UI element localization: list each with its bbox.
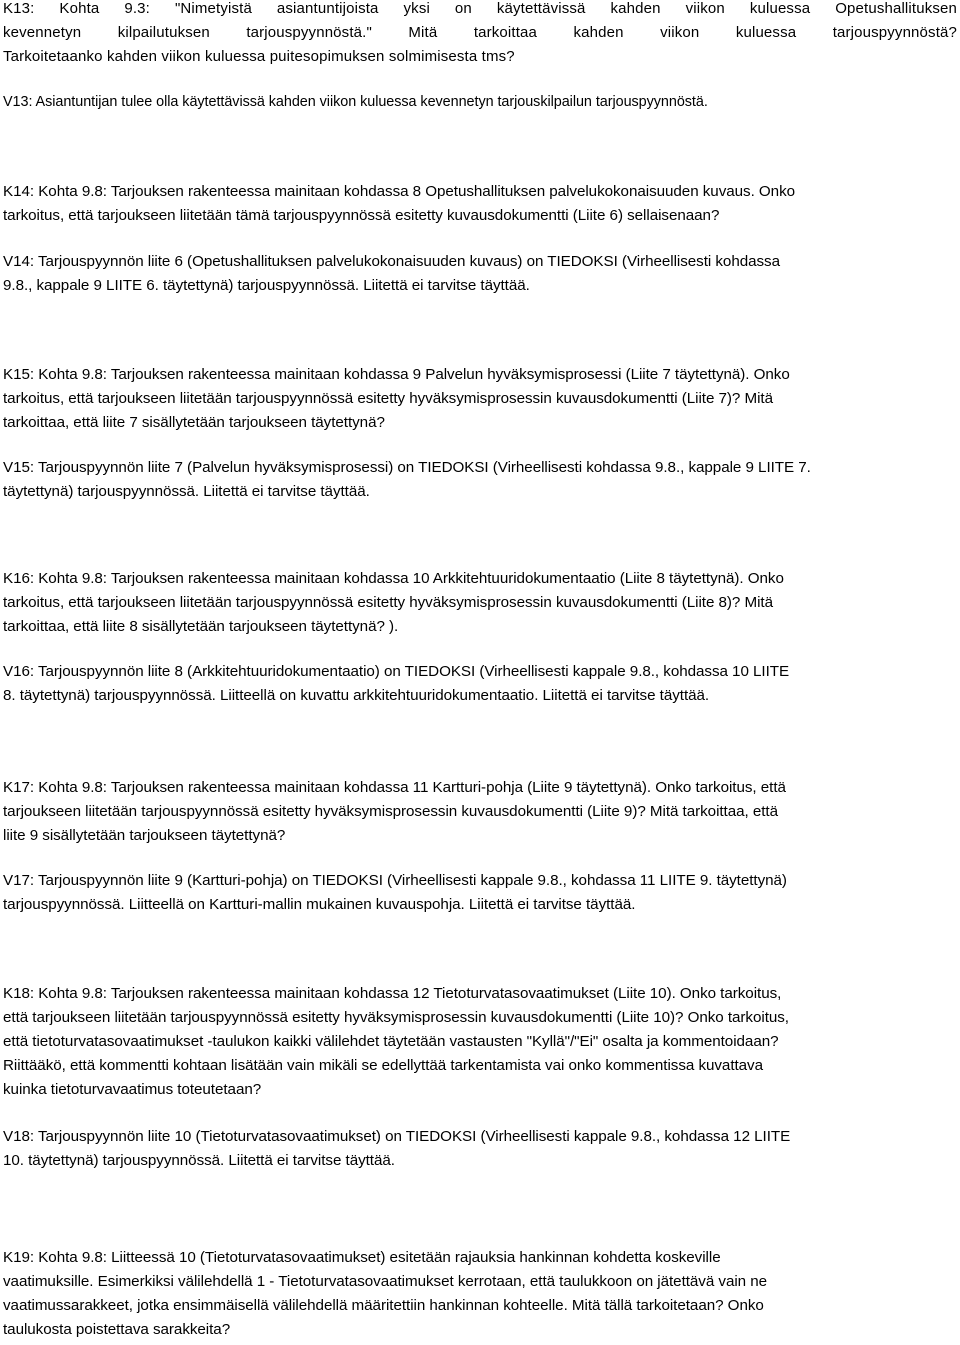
answer-v15-line-2: täytettynä) tarjouspyynnössä. Liitettä ei tarvitse täyttää. [3,483,370,500]
answer-v18 [3,1125,957,1173]
question-k19-line-1: K19: Kohta 9.8: Liitteessä 10 (Tietoturvatasovaatimukset) esitetään rajauksia hankinnan kohdetta koskeville [3,1249,721,1266]
question-k14-line-2: tarkoitus, että tarjoukseen liitetään tämä tarjouspyynnössä esitetty kuvausdokumentti (Liite 6) sellaisenaan? [3,207,720,224]
answer-v16-line-2: 8. täytettynä) tarjouspyynnössä. Liitteellä on kuvattu arkkitehtuuridokumentaatio. Liitettä ei tarvitse täyttää. [3,687,710,704]
question-k16-line-3: tarkoittaa, että liite 8 sisällytetään tarjoukseen täytettynä? ). [3,618,399,635]
answer-v16-line-1: V16: Tarjouspyynnön liite 8 (Arkkitehtuuridokumentaatio) on TIEDOKSI (Virheellisesti kappale 9.8., kohdassa 10 LIITE [3,663,790,680]
question-k13 [3,0,957,69]
answer-v18-line-1: V18: Tarjouspyynnön liite 10 (Tietoturvatasovaatimukset) on TIEDOKSI (Virheellisesti kappale 9.8., kohdassa 12 LIITE [3,1128,791,1145]
answer-v14-line-2: 9.8., kappale 9 LIITE 6. täytettynä) tarjouspyynnössä. Liitettä ei tarvitse täyttää. [3,277,530,294]
answer-v14 [3,250,957,298]
question-k19-line-3: vaatimussarakkeet, jotka ensimmäisellä välilehdellä määritettiin hankinnan kohteelle. Mitä tällä tarkoitetaan? Onko [3,1297,764,1314]
answer-v14-line-1: V14: Tarjouspyynnön liite 6 (Opetushallituksen palvelukokonaisuuden kuvaus) on TIEDOKSI (Virheellisesti kohdassa [3,253,781,270]
question-k17-line-3: liite 9 sisällytetään tarjoukseen täytettynä? [3,827,286,844]
question-k17 [3,776,957,848]
answer-v18-line-2: 10. täytettynä) tarjouspyynnössä. Liitettä ei tarvitse täyttää. [3,1152,395,1169]
question-k15 [3,363,957,435]
answer-v16 [3,660,957,708]
question-k16-line-2: tarkoitus, että tarjoukseen liitetään tarjouspyynnössä esitetty hyväksymisprosessin kuvausdokumentti (Liite 8)? Mitä [3,594,773,611]
question-k19 [3,1246,957,1342]
question-k18-line-4: Riittääkö, että kommentti kohtaan lisätään vain mikäli se edellyttää tarkentamista vai onko kommentissa kuvattava [3,1057,764,1074]
question-k13-line-1: K13: Kohta 9.3: "Nimetyistä asiantuntijoista yksi on käytettävissä kahden viikon kuluessa Opetushallituksen [3,0,957,17]
question-k13-line-2: kevennetyn kilpailutuksen tarjouspyynnöstä." Mitä tarkoittaa kahden viikon kuluessa tarjouspyynnöstä? [3,24,957,41]
question-k15-line-3: tarkoittaa, että liite 7 sisällytetään tarjoukseen täytettynä? [3,414,385,431]
answer-v13 [3,90,957,114]
answer-v17-line-1: V17: Tarjouspyynnön liite 9 (Kartturi-pohja) on TIEDOKSI (Virheellisesti kappale 9.8., kohdassa 11 LIITE 9. täytettynä) [3,872,787,889]
question-k16-line-1: K16: Kohta 9.8: Tarjouksen rakenteessa mainitaan kohdassa 10 Arkkitehtuuridokumentaatio (Liite 8 täytettynä). Onko [3,570,784,587]
question-k17-line-1: K17: Kohta 9.8: Tarjouksen rakenteessa mainitaan kohdassa 11 Kartturi-pohja (Liite 9 täytettynä). Onko tarkoitus, että [3,779,786,796]
question-k18-line-3: että tietoturvatasovaatimukset -taulukon kaikki välilehdet täytetään vastausten "Kyllä"/"Ei" osalta ja kommentoidaan? [3,1033,779,1050]
question-k19-line-2: vaatimuksille. Esimerkiksi välilehdellä 1 - Tietoturvatasovaatimukset kerrotaan, että taulukkoon on jätettävä vain ne [3,1273,768,1290]
answer-v17-line-2: tarjouspyynnössä. Liitteellä on Kartturi-mallin mukainen kuvauspohja. Liitettä ei tarvitse täyttää. [3,896,636,913]
answer-v15-line-1: V15: Tarjouspyynnön liite 7 (Palvelun hyväksymisprosessi) on TIEDOKSI (Virheellisesti kohdassa 9.8., kappale 9 LIITE 7. [3,459,811,476]
question-k19-line-4: taulukosta poistettava sarakkeita? [3,1321,231,1338]
question-k15-line-2: tarkoitus, että tarjoukseen liitetään tarjouspyynnössä esitetty hyväksymisprosessin kuvausdokumentti (Liite 7)? Mitä [3,390,773,407]
answer-v13-line-1: V13: Asiantuntijan tulee olla käytettävissä kahden viikon kuluessa kevennetyn tarjouskilpailun tarjouspyynnöstä. [3,94,708,110]
question-k18-line-1: K18: Kohta 9.8: Tarjouksen rakenteessa mainitaan kohdassa 12 Tietoturvatasovaatimukset (Liite 10). Onko tarkoitus, [3,985,782,1002]
question-k15-line-1: K15: Kohta 9.8: Tarjouksen rakenteessa mainitaan kohdassa 9 Palvelun hyväksymisprosessi (Liite 7 täytettynä). Onko [3,366,790,383]
question-k16 [3,567,957,639]
answer-v17 [3,869,957,917]
question-k18 [3,982,957,1102]
question-k14 [3,180,957,228]
question-k17-line-2: tarjoukseen liitetään tarjouspyynnössä esitetty hyväksymisprosessin kuvausdokumentti (Liite 9)? Mitä tarkoittaa, että [3,803,778,820]
answer-v15 [3,456,957,504]
question-k14-line-1: K14: Kohta 9.8: Tarjouksen rakenteessa mainitaan kohdassa 8 Opetushallituksen palvelukokonaisuuden kuvaus. Onko [3,183,796,200]
question-k13-line-3: Tarkoitetaanko kahden viikon kuluessa puitesopimuksen solmimisesta tms? [3,48,515,65]
question-k18-line-2: että tarjoukseen liitetään tarjouspyynnössä esitetty hyväksymisprosessin kuvausdokumentti (Liite 10)? Onko tarkoitus, [3,1009,789,1026]
question-k18-line-5: kuinka tietoturvavaatimus toteutetaan? [3,1081,262,1098]
